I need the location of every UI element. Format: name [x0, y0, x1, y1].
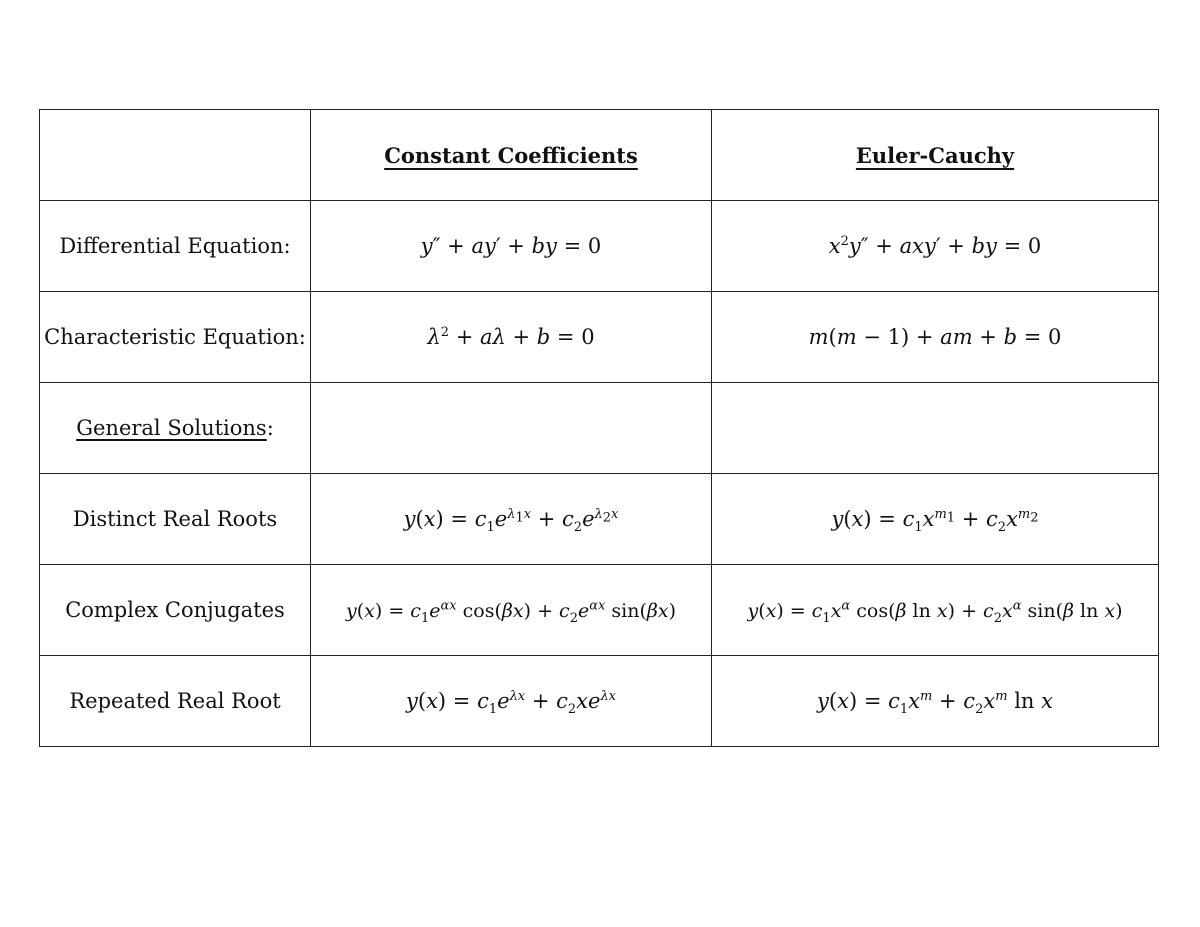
table-row: [40, 201, 1159, 292]
constant-complex-cell: [311, 565, 712, 656]
table-row: [40, 383, 1159, 474]
characteristic-equation-label: Characteristic Equation:: [40, 292, 311, 383]
euler-complex-cell: [712, 565, 1159, 656]
euler-cauchy-title: Euler-Cauchy: [855, 142, 1015, 168]
constant-distinct-solution: $y(x) = c_1e^{\lambda_1x} + c_2e^{\lambda_2x}$: [403, 507, 619, 536]
general-solutions-label: [40, 383, 311, 474]
empty-cell: [311, 383, 712, 474]
constant-repeated-solution: $y(x) = c_1e^{\lambda x} + c_2xe^{\lambda x}$: [405, 689, 617, 718]
euler-cauchy-header: [712, 110, 1159, 201]
constant-differential-equation: y″ + ay′ + by = 0: [420, 234, 602, 258]
euler-characteristic-cell: [712, 292, 1159, 383]
table-row: [40, 474, 1159, 565]
euler-distinct-solution: $y(x) = c_1x^{m_1} + c_2x^{m_2}$: [831, 507, 1039, 536]
complex-conjugates-label: Complex Conjugates: [40, 565, 311, 656]
euler-repeated-cell: [712, 656, 1159, 747]
constant-distinct-cell: [311, 474, 712, 565]
corner-cell: [40, 110, 311, 201]
differential-equation-label: Differential Equation:: [40, 201, 311, 292]
table-row: [40, 565, 1159, 656]
constant-complex-solution: $y(x) = c_1e^{\alpha x}$ $\cos(\beta x) + c_2e^{\alpha x}$ sin(βx): [346, 598, 676, 626]
general-solutions-text: General Solutions: [76, 416, 267, 440]
empty-cell: [712, 383, 1159, 474]
comparison-table: [39, 109, 1159, 747]
euler-characteristic-equation: m(m − 1) + am + b = 0: [808, 325, 1062, 349]
constant-coefficients-header: [311, 110, 712, 201]
euler-complex-solution: $y(x) = c_1x^\alpha$ cos(β $\ln x) + c_2x^\alpha$ sin(β ln x): [747, 598, 1123, 626]
euler-repeated-solution: $y(x) = c_1x^m + c_2x^m$ ln x: [817, 689, 1053, 718]
table-row: [40, 656, 1159, 747]
table-row: [40, 292, 1159, 383]
euler-distinct-cell: [712, 474, 1159, 565]
distinct-real-roots-label: Distinct Real Roots: [40, 474, 311, 565]
euler-differential-cell: [712, 201, 1159, 292]
repeated-real-root-label: Repeated Real Root: [40, 656, 311, 747]
constant-coefficients-title: Constant Coefficients: [384, 142, 638, 168]
header-row: [40, 110, 1159, 201]
constant-characteristic-equation: $\lambda^2 + a\lambda + b = 0$: [427, 325, 595, 349]
constant-repeated-cell: [311, 656, 712, 747]
constant-differential-cell: [311, 201, 712, 292]
constant-characteristic-cell: [311, 292, 712, 383]
general-solutions-colon: :: [266, 416, 274, 440]
euler-differential-equation: $x^2y'' + axy'$ + by = 0: [828, 234, 1042, 258]
